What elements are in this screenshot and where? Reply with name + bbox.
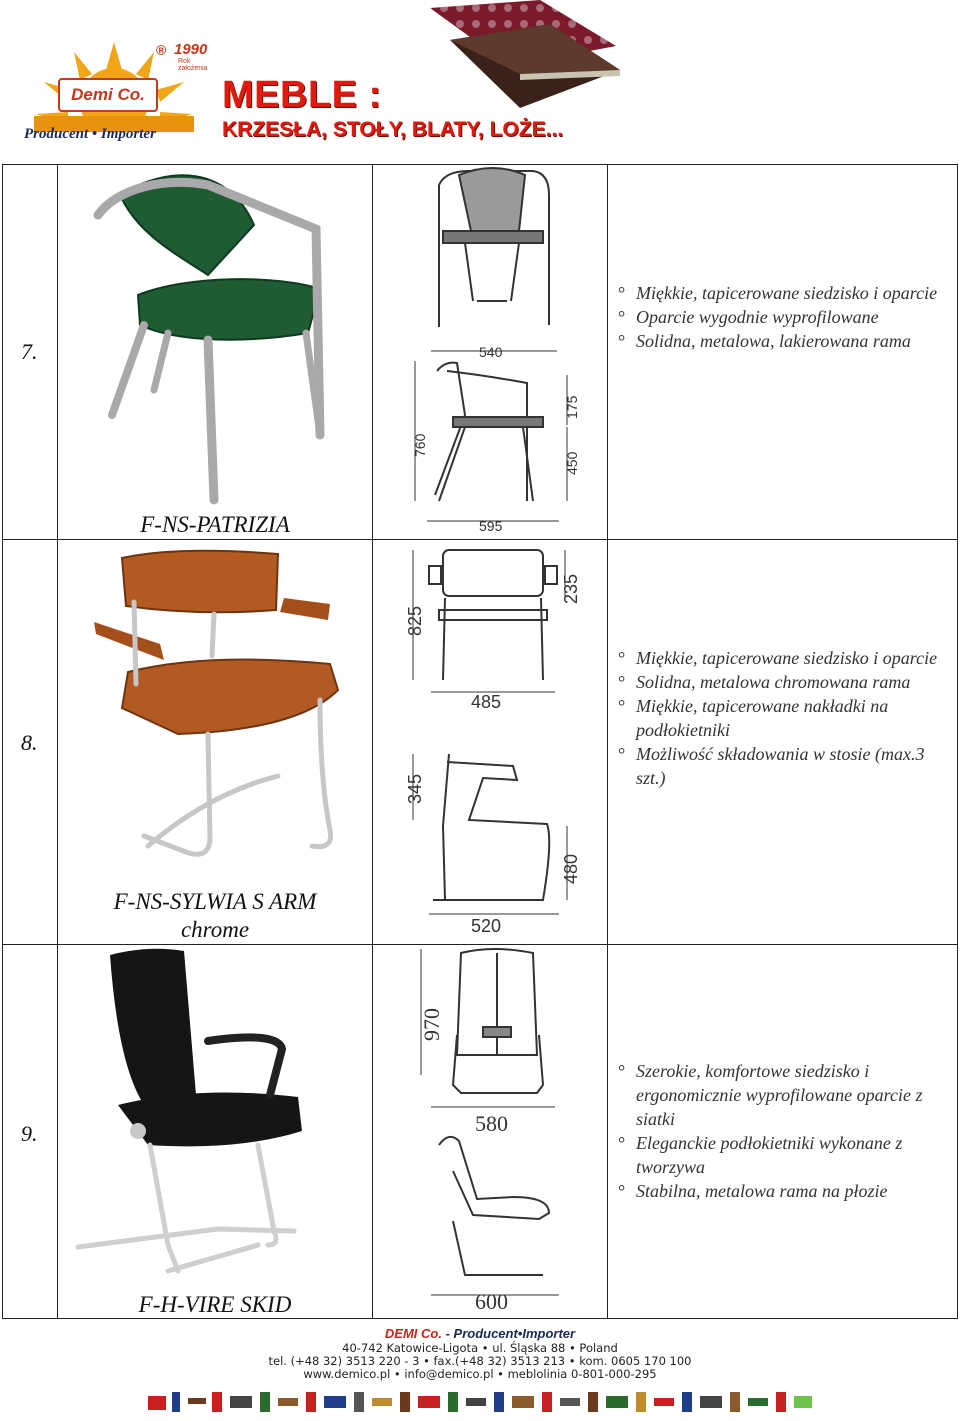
dimension-seat: 450 <box>564 451 580 475</box>
footer-company: DEMI Co. - Producent•Importer <box>384 1326 576 1341</box>
founding-caption: Rok założenia <box>178 58 208 72</box>
product-number: 8. <box>21 730 38 755</box>
feature-item: ° Oparcie wygodnie wyprofilowane <box>618 307 879 327</box>
footer-address: 40-742 Katowice-Ligota • ul. Śląska 88 • Poland <box>342 1341 618 1355</box>
model-name: F-NS-PATRIZIA <box>140 512 290 537</box>
dimension-depth: 600 <box>475 1289 508 1314</box>
feature-item: ° Miękkie, tapicerowane nakładki na podłokietniki <box>618 696 889 740</box>
page-title: MEBLE : <box>222 74 382 116</box>
number-cell <box>3 945 58 1319</box>
product-row <box>3 165 958 540</box>
table-tops-image <box>420 0 620 112</box>
technical-drawing <box>373 540 607 945</box>
model-name: F-H-VIRE SKID <box>138 1292 292 1317</box>
dimension-height: 970 <box>419 1008 444 1041</box>
logo-tagline: Producent • Importer <box>24 126 156 142</box>
product-row <box>3 540 958 945</box>
technical-drawing <box>373 165 607 540</box>
model-name: F-NS-SYLWIA S ARM <box>113 889 317 914</box>
chair-photo-patrizia <box>58 165 372 510</box>
feature-list <box>618 281 947 353</box>
feature-item: ° Solidna, metalowa chromowana rama <box>618 672 911 692</box>
chair-photo-sylwia <box>58 540 372 880</box>
dimension-depth: 595 <box>479 518 503 534</box>
dimension-arm-height: 345 <box>405 773 425 804</box>
page-header <box>0 0 960 160</box>
page-subtitle: KRZESŁA, STOŁY, BLATY, LOŻE... <box>222 118 564 141</box>
features-cell <box>608 165 958 540</box>
footer-phones: tel. (+48 32) 3513 220 - 3 • fax.(+48 32) 3513 213 • kom. 0605 170 100 <box>268 1354 692 1368</box>
feature-item: ° Szerokie, komfortowe siedzisko i ergonomicznie wyprofilowane oparcie z siatki <box>618 1061 923 1129</box>
dimension-width: 540 <box>479 344 503 360</box>
dimension-height: 760 <box>412 433 428 457</box>
number-cell <box>3 540 58 945</box>
features-cell <box>608 945 958 1319</box>
drawing-cell <box>373 540 608 945</box>
feature-item: ° Możliwość składowania w stosie (max.3 szt.) <box>618 744 925 788</box>
dimension-depth: 520 <box>471 916 502 936</box>
feature-list <box>618 1059 947 1203</box>
photo-cell <box>58 945 373 1319</box>
feature-item: ° Miękkie, tapicerowane siedzisko i oparcie <box>618 648 938 668</box>
founding-year: 1990 <box>174 41 208 58</box>
model-variant: chrome <box>180 917 250 942</box>
dimension-arm: 175 <box>564 395 580 419</box>
product-table <box>2 164 958 1319</box>
registered-mark: ® <box>156 42 167 58</box>
product-number: 7. <box>21 339 38 364</box>
dimension-width: 485 <box>471 692 502 712</box>
footer-web: www.demico.pl • info@demico.pl • meblolinia 0-801-000-295 <box>303 1367 657 1381</box>
chair-photo-vire <box>58 945 372 1285</box>
dimension-seat: 480 <box>561 853 581 884</box>
feature-item: ° Eleganckie podłokietniki wykonane z tworzywa <box>618 1133 903 1177</box>
company-logo <box>18 38 218 148</box>
feature-list <box>618 646 947 790</box>
technical-drawing <box>373 945 607 1319</box>
dimension-height: 825 <box>405 605 425 636</box>
brand-name: Demi Co. <box>58 78 158 112</box>
feature-item: ° Miękkie, tapicerowane siedzisko i oparcie <box>618 283 938 303</box>
photo-cell <box>58 540 373 945</box>
product-row <box>3 945 958 1319</box>
furniture-icon-strip <box>148 1390 812 1416</box>
drawing-cell <box>373 945 608 1319</box>
feature-item: ° Solidna, metalowa, lakierowana rama <box>618 331 911 351</box>
feature-item: ° Stabilna, metalowa rama na płozie <box>618 1181 888 1201</box>
page-footer <box>0 1326 960 1381</box>
dimension-width: 580 <box>475 1111 508 1136</box>
number-cell <box>3 165 58 540</box>
dimension-arm: 235 <box>561 573 581 604</box>
product-number: 9. <box>21 1121 38 1146</box>
photo-cell <box>58 165 373 540</box>
features-cell <box>608 540 958 945</box>
drawing-cell <box>373 165 608 540</box>
